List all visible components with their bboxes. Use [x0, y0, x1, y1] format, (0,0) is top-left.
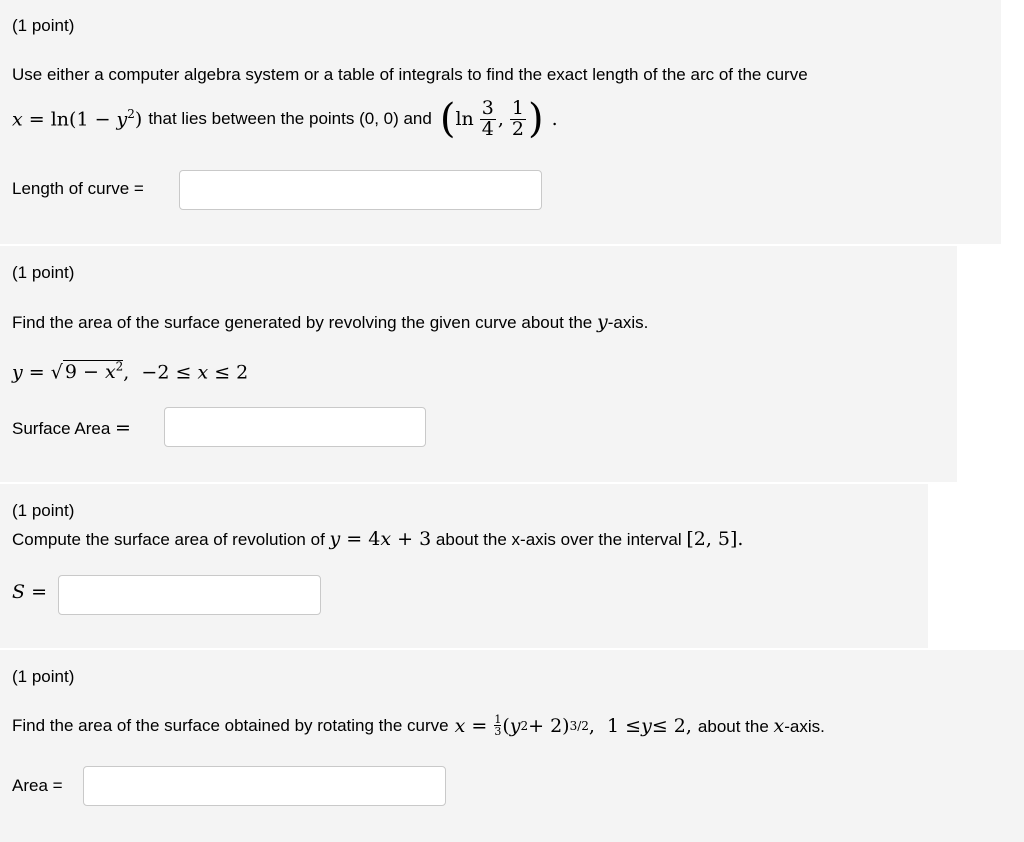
problem-1-between-text: that lies between the points (0, 0) and — [148, 109, 432, 128]
problem-2-answer-label: Surface Area = — [12, 417, 131, 439]
problem-2-equation: y = √ $9 - x^2$, −2 ≤ x ≤ 2 — [12, 360, 249, 384]
problem-1-answer-label: Length of curve = — [12, 179, 144, 198]
problem-2-panel — [0, 246, 957, 482]
area-input[interactable] — [83, 766, 446, 806]
length-of-curve-input[interactable] — [179, 170, 542, 210]
surface-area-input[interactable] — [164, 407, 426, 447]
problem-1-point2: ( ln $\frac{3}{4}$ , $\frac{1}{2}$ ) — [439, 96, 544, 142]
problem-4-panel — [0, 650, 1024, 842]
problem-3-points: (1 point) — [12, 501, 75, 520]
s-input[interactable] — [58, 575, 321, 615]
problem-4-points: (1 point) — [12, 667, 75, 686]
problem-3-answer-label: S = — [12, 581, 47, 603]
problem-1-curve-line: $x = \ln(1 - y^2)$ that lies between the points (0, 0) and ( ln $\frac{3}{4}$ , $\frac{1}{2}$ ) . — [12, 96, 558, 142]
problem-4-prompt: Find the area of the surface obtained by rotating the curve x = 1 3 ( y 2 + 2) 3/2 , 1 ≤ y ≤ 2, about the x-axis. — [12, 713, 825, 738]
problem-1-curve: $x = \ln(1 - y^2)$ — [12, 107, 143, 131]
problem-2-points: (1 point) — [12, 263, 75, 282]
problem-1-panel — [0, 0, 1001, 244]
problem-2-prompt: Find the area of the surface generated by revolving the given curve about the y-axis. — [12, 311, 649, 333]
problem-4-answer-label: Area = — [12, 776, 63, 795]
problem-3-panel — [0, 484, 928, 648]
problem-1-points: (1 point) — [12, 16, 75, 35]
problem-1-prompt: Use either a computer algebra system or a table of integrals to find the exact length of the arc of the curve — [12, 65, 808, 84]
problem-3-prompt: Compute the surface area of revolution of y = 4x + 3 about the x-axis over the interval [2, 5]. — [12, 528, 744, 550]
